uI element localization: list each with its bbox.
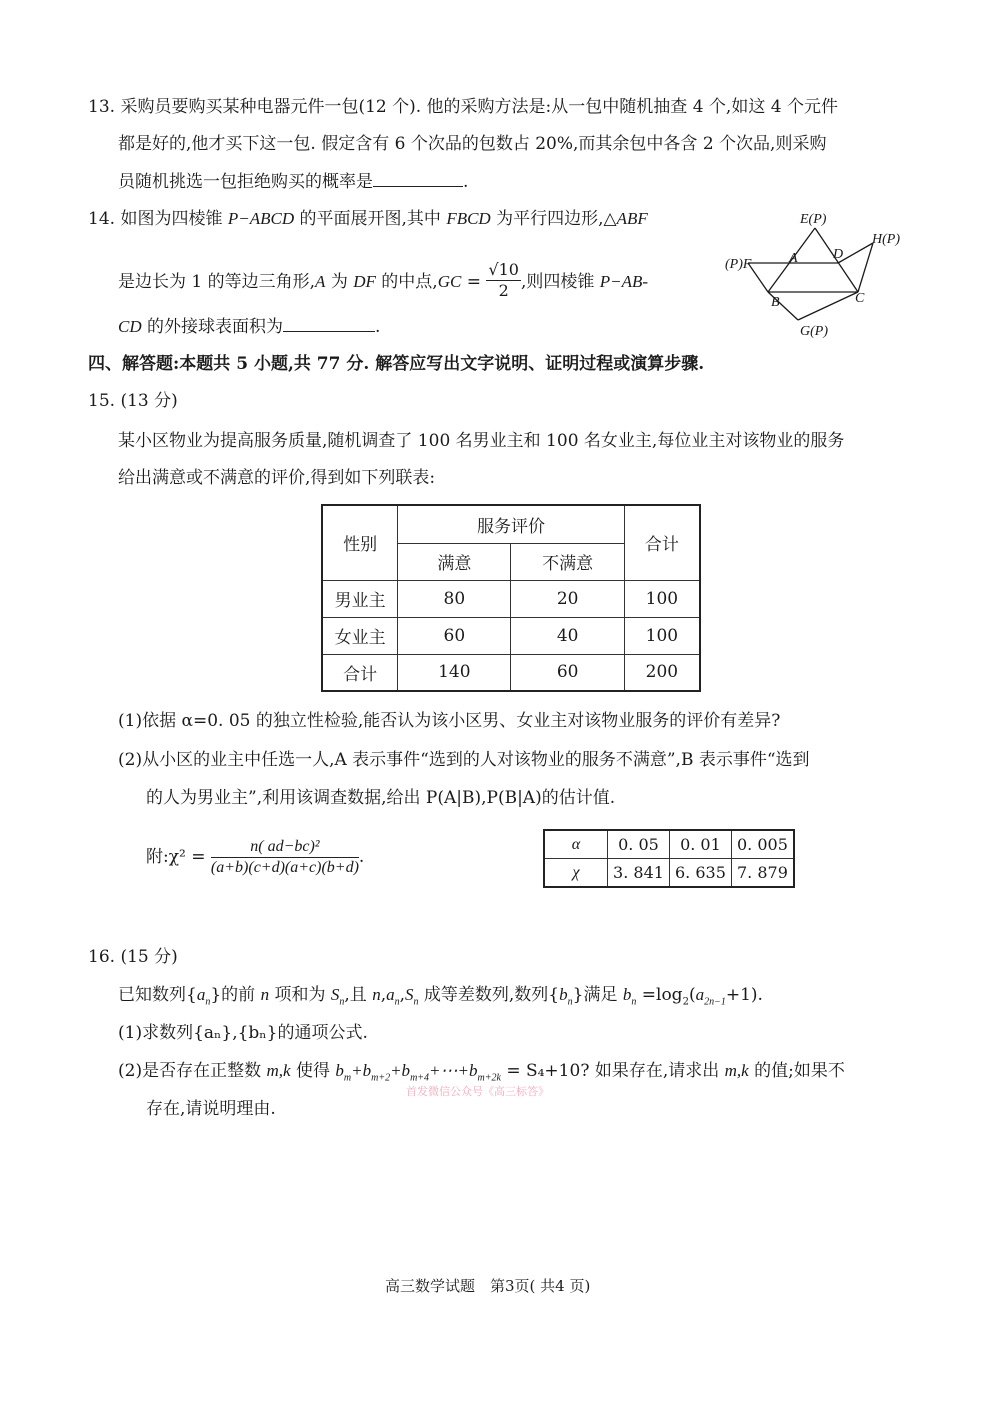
q15-text-line2: 给出满意或不满意的评价,得到如下列联表: <box>118 468 436 488</box>
alpha-value: 0. 05 <box>608 830 670 859</box>
cell-satisfied: 140 <box>398 654 511 691</box>
q16-part1: (1)求数列{aₙ},{bₙ}的通项公式. <box>118 1023 368 1043</box>
q16-text: (2)是否存在正整数 <box>118 1061 267 1081</box>
table-row <box>544 859 794 888</box>
q14-math: P−ABCD <box>227 209 295 228</box>
q15-part1: (1)依据 α=0. 05 的独立性检验,能否认为该小区男、女业主对该物业服务的评价有差异? <box>118 711 781 731</box>
q14-line1 <box>88 208 648 230</box>
q16-text: ,且 <box>344 985 373 1005</box>
label-H: H(P) <box>872 232 900 247</box>
q16-part2-line2: 存在,请说明理由. <box>146 1099 276 1119</box>
header-unsatisfied: 不满意 <box>511 543 624 580</box>
q14-line2 <box>118 262 648 303</box>
q14-text: 的平面展开图,其中 <box>294 209 447 229</box>
table-row <box>544 830 794 859</box>
cell-satisfied: 80 <box>398 580 511 617</box>
chi-value: 6. 635 <box>669 859 731 888</box>
q13-period: . <box>463 172 469 192</box>
q14-math: GC <box>437 272 462 291</box>
fraction-numerator: √10 <box>488 260 519 279</box>
alpha-value: 0. 01 <box>669 830 731 859</box>
q14-text: ,则四棱锥 <box>520 272 600 292</box>
q15-part2-line2: 的人为男业主”,利用该调查数据,给出 P(A|B),P(B|A)的估计值. <box>146 788 616 808</box>
q16-text: ( <box>688 985 696 1005</box>
section-heading: 四、解答题:本题共 5 小题,共 77 分. 解答应写出文字说明、证明过程或演算步骤. <box>88 354 705 374</box>
cell-total: 100 <box>624 617 700 654</box>
table-row <box>322 654 700 691</box>
cell-total: 200 <box>624 654 700 691</box>
appendix-label: 附:χ² = <box>146 847 211 867</box>
q14-text: 是边长为 1 的等边三角形, <box>118 272 316 292</box>
table-row <box>322 580 700 617</box>
q16-math: m,k <box>266 1061 291 1080</box>
q15-header: 15. (13 分) <box>88 391 178 411</box>
q14-answer-blank[interactable] <box>283 315 375 332</box>
pyramid-net-figure <box>720 205 920 345</box>
q16-text: 成等差数列,数列{ <box>418 985 560 1005</box>
q16-sum: = S₄+10? <box>506 1061 590 1081</box>
q14-text: 为平行四边形,△ <box>490 209 617 229</box>
q13-text-line1: 采购员要购买某种电器元件一包(12 个). 他的采购方法是:从一包中随机抽查 4 个,如这 4 个元件 <box>120 97 838 117</box>
fraction-denominator: 2 <box>498 281 509 300</box>
cell-total: 100 <box>624 580 700 617</box>
contingency-table <box>321 504 701 692</box>
q14-math: DF <box>353 272 376 291</box>
q16-text: 如果存在,请求出 <box>589 1061 725 1081</box>
chi-value: 7. 879 <box>731 859 794 888</box>
q16-text: 已知数列{ <box>118 985 197 1005</box>
header-gender: 性别 <box>322 505 398 580</box>
q16-line1: 已知数列$\{a_n\}$的前 n 项和为 $S_n$,且 $n,a_n,S_n$ 成等差数列,数列$\{b_n\}$满足 $b_n =\log_2(a_{2n-1}+1)$. <box>118 985 763 1008</box>
watermark: 首发微信公众号《高三标答》 <box>406 1085 549 1098</box>
q14-math: FBCD <box>446 209 491 228</box>
cell-satisfied: 60 <box>398 617 511 654</box>
alpha-label: α <box>544 830 608 859</box>
q14-math: A <box>315 272 326 291</box>
row-label: 男业主 <box>322 580 398 617</box>
chi-square-formula <box>146 832 364 882</box>
q13-number: 13. <box>88 97 116 117</box>
q15-part2-line1: (2)从小区的业主中任选一人,A 表示事件“选到的人对该物业的服务不满意”,B 表示事件“选到 <box>118 750 810 770</box>
q14-line3 <box>118 315 380 338</box>
q16-text: 的值;如果不 <box>748 1061 845 1081</box>
header-satisfied: 满意 <box>398 543 511 580</box>
formula-period: . <box>358 847 365 867</box>
q16-part2-line1: (2)是否存在正整数 m,k 使得 $b_m+b_{m+2}+b_{m+4}+\cdots+b_{m+2k} = S_4+10$? 如果存在,请求出 m,k 的值;如果不 <box>118 1061 845 1084</box>
q14-math: P−AB- <box>599 272 649 291</box>
label-C: C <box>855 291 865 306</box>
q13-line3 <box>118 170 468 193</box>
q16-text: 项和为 <box>269 985 331 1005</box>
q15-text-line1: 某小区物业为提高服务质量,随机调查了 100 名男业主和 100 名女业主,每位业主对该物业的服务 <box>118 431 845 451</box>
q14-equals: = <box>461 272 487 292</box>
page-footer: 高三数学试题 第3页( 共4 页) <box>385 1277 591 1295</box>
cell-unsatisfied: 40 <box>511 617 624 654</box>
alpha-value: 0. 005 <box>731 830 794 859</box>
cell-unsatisfied: 60 <box>511 654 624 691</box>
formula-denominator: (a+b)(c+d)(a+c)(b+d) <box>210 859 359 876</box>
label-E: E(P) <box>800 212 827 227</box>
q13-answer-blank[interactable] <box>373 170 463 187</box>
q16-text: 使得 <box>290 1061 336 1081</box>
header-total: 合计 <box>624 505 700 580</box>
label-G: G(P) <box>800 324 828 339</box>
formula-fraction <box>211 837 359 878</box>
label-D: D <box>833 247 844 262</box>
q14-text: 为 <box>325 272 354 292</box>
q16-header: 16. (15 分) <box>88 947 178 967</box>
q13-line1 <box>88 96 838 118</box>
label-F: (P)F <box>725 257 752 272</box>
q14-fraction <box>486 260 521 301</box>
q13-text-line2: 都是好的,他才买下这一包. 假定含有 6 个次品的包数占 20%,而其余包中各含 2 个次品,则采购 <box>118 134 827 154</box>
label-B: B <box>771 295 780 310</box>
row-label: 女业主 <box>322 617 398 654</box>
q14-math: CD <box>118 317 142 336</box>
row-label: 合计 <box>322 654 398 691</box>
q14-period: . <box>375 317 381 337</box>
label-A: A <box>789 251 798 266</box>
q16-math: m,k <box>724 1061 749 1080</box>
cell-unsatisfied: 20 <box>511 580 624 617</box>
q14-text: 的中点, <box>375 272 438 292</box>
q13-text-line3: 员随机挑选一包拒绝购买的概率是 <box>118 172 373 192</box>
q14-number: 14. <box>88 209 116 229</box>
table-row <box>322 617 700 654</box>
q16-text: =log <box>636 985 683 1005</box>
chi-value: 3. 841 <box>608 859 670 888</box>
q14-text: 的外接球表面积为 <box>141 317 284 337</box>
chi-label: χ <box>544 859 608 888</box>
formula-numerator: n( ad−bc)² <box>211 837 359 858</box>
q14-text: 如图为四棱锥 <box>120 209 228 229</box>
q16-text: }满足 <box>572 985 623 1005</box>
q16-text: +1). <box>725 985 763 1005</box>
q14-math: ABF <box>616 209 648 228</box>
header-service: 服务评价 <box>398 505 625 543</box>
critical-value-table <box>543 829 795 888</box>
q16-text: }的前 <box>210 985 261 1005</box>
